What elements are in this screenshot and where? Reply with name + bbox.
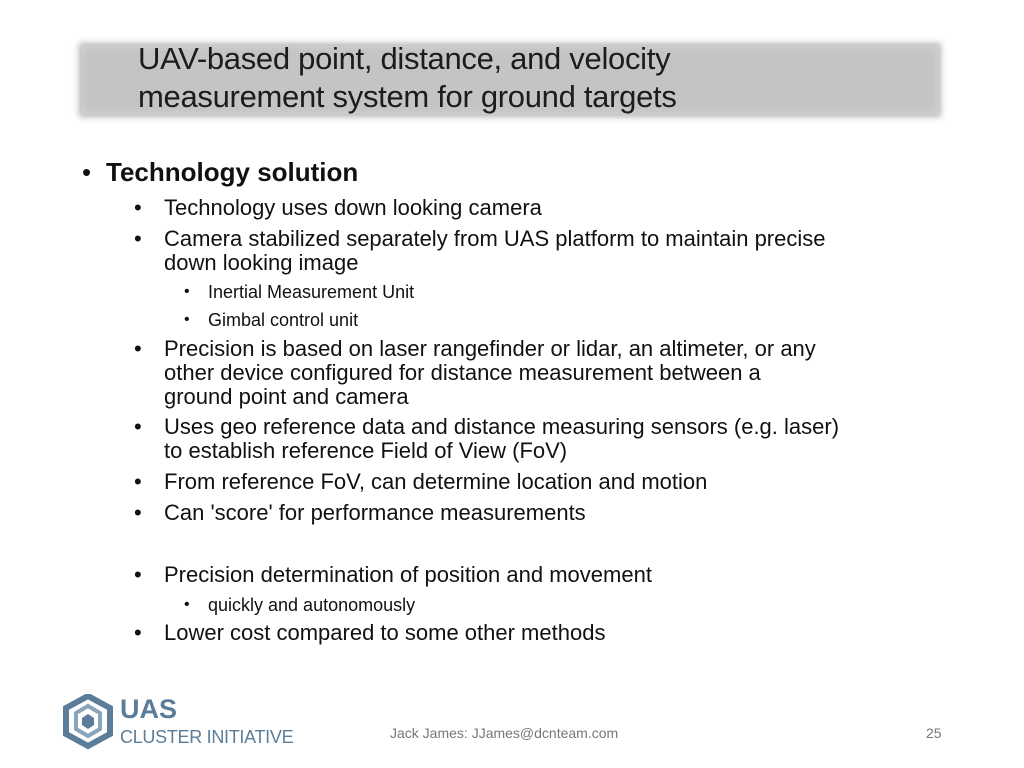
bullet-text: Technology uses down looking camera: [164, 195, 542, 220]
bullet-item: [184, 309, 359, 331]
slide-title: [138, 40, 918, 116]
bullet-item: [134, 226, 826, 275]
bullet-icon: •: [134, 414, 142, 439]
bullet-text: Inertial Measurement Unit: [208, 282, 415, 302]
heading-text: Technology solution: [106, 157, 359, 187]
bullet-text: ground point and camera: [164, 384, 409, 409]
bullet-icon: •: [134, 620, 142, 645]
logo-cluster-text: CLUSTER INITIATIVE: [120, 727, 294, 747]
bullet-text: Can 'score' for performance measurements: [164, 500, 586, 525]
bullet-icon: •: [134, 336, 142, 361]
bullet-item: [134, 620, 606, 645]
bullet-text: From reference FoV, can determine location and motion: [164, 469, 708, 494]
bullet-icon: •: [82, 157, 92, 187]
bullet-item: [134, 562, 652, 587]
footer-author: Jack James: JJames@dcnteam.com: [390, 725, 619, 741]
bullet-text: Camera stabilized separately from UAS platform to maintain precise: [164, 226, 826, 251]
bullet-text: Precision is based on laser rangefinder or lidar, an altimeter, or any: [164, 336, 816, 361]
bullet-icon: •: [134, 195, 142, 220]
bullet-text: to establish reference Field of View (FoV): [164, 438, 568, 463]
bullet-item: [134, 414, 840, 463]
bullet-text: other device configured for distance measurement between a: [164, 360, 761, 385]
bullet-text: Lower cost compared to some other methods: [164, 620, 606, 645]
bullet-item: [134, 336, 816, 409]
bullet-item: [184, 594, 416, 616]
bullet-icon: •: [134, 562, 142, 587]
title-line-1: UAV-based point, distance, and velocity: [138, 41, 671, 76]
bullet-text: Gimbal control unit: [208, 310, 359, 330]
bullet-text: Uses geo reference data and distance measuring sensors (e.g. laser): [164, 414, 840, 439]
bullet-icon: •: [134, 469, 142, 494]
bullet-icon: •: [184, 283, 190, 300]
page-number: 25: [926, 725, 942, 741]
bullet-item: [134, 500, 586, 525]
bullet-text: down looking image: [164, 250, 359, 275]
bullet-item: [184, 281, 415, 303]
bullet-item: [134, 195, 542, 220]
bullet-text: quickly and autonomously: [208, 595, 416, 615]
logo-uas-text: UAS: [120, 694, 178, 724]
bullet-icon: •: [134, 500, 142, 525]
bullet-icon: •: [184, 596, 190, 613]
bullet-icon: •: [184, 311, 190, 328]
title-line-2: measurement system for ground targets: [138, 79, 677, 114]
bullet-heading: [82, 157, 359, 188]
bullet-item: [134, 469, 708, 494]
bullet-icon: •: [134, 226, 142, 251]
bullet-text: Precision determination of position and movement: [164, 562, 652, 587]
